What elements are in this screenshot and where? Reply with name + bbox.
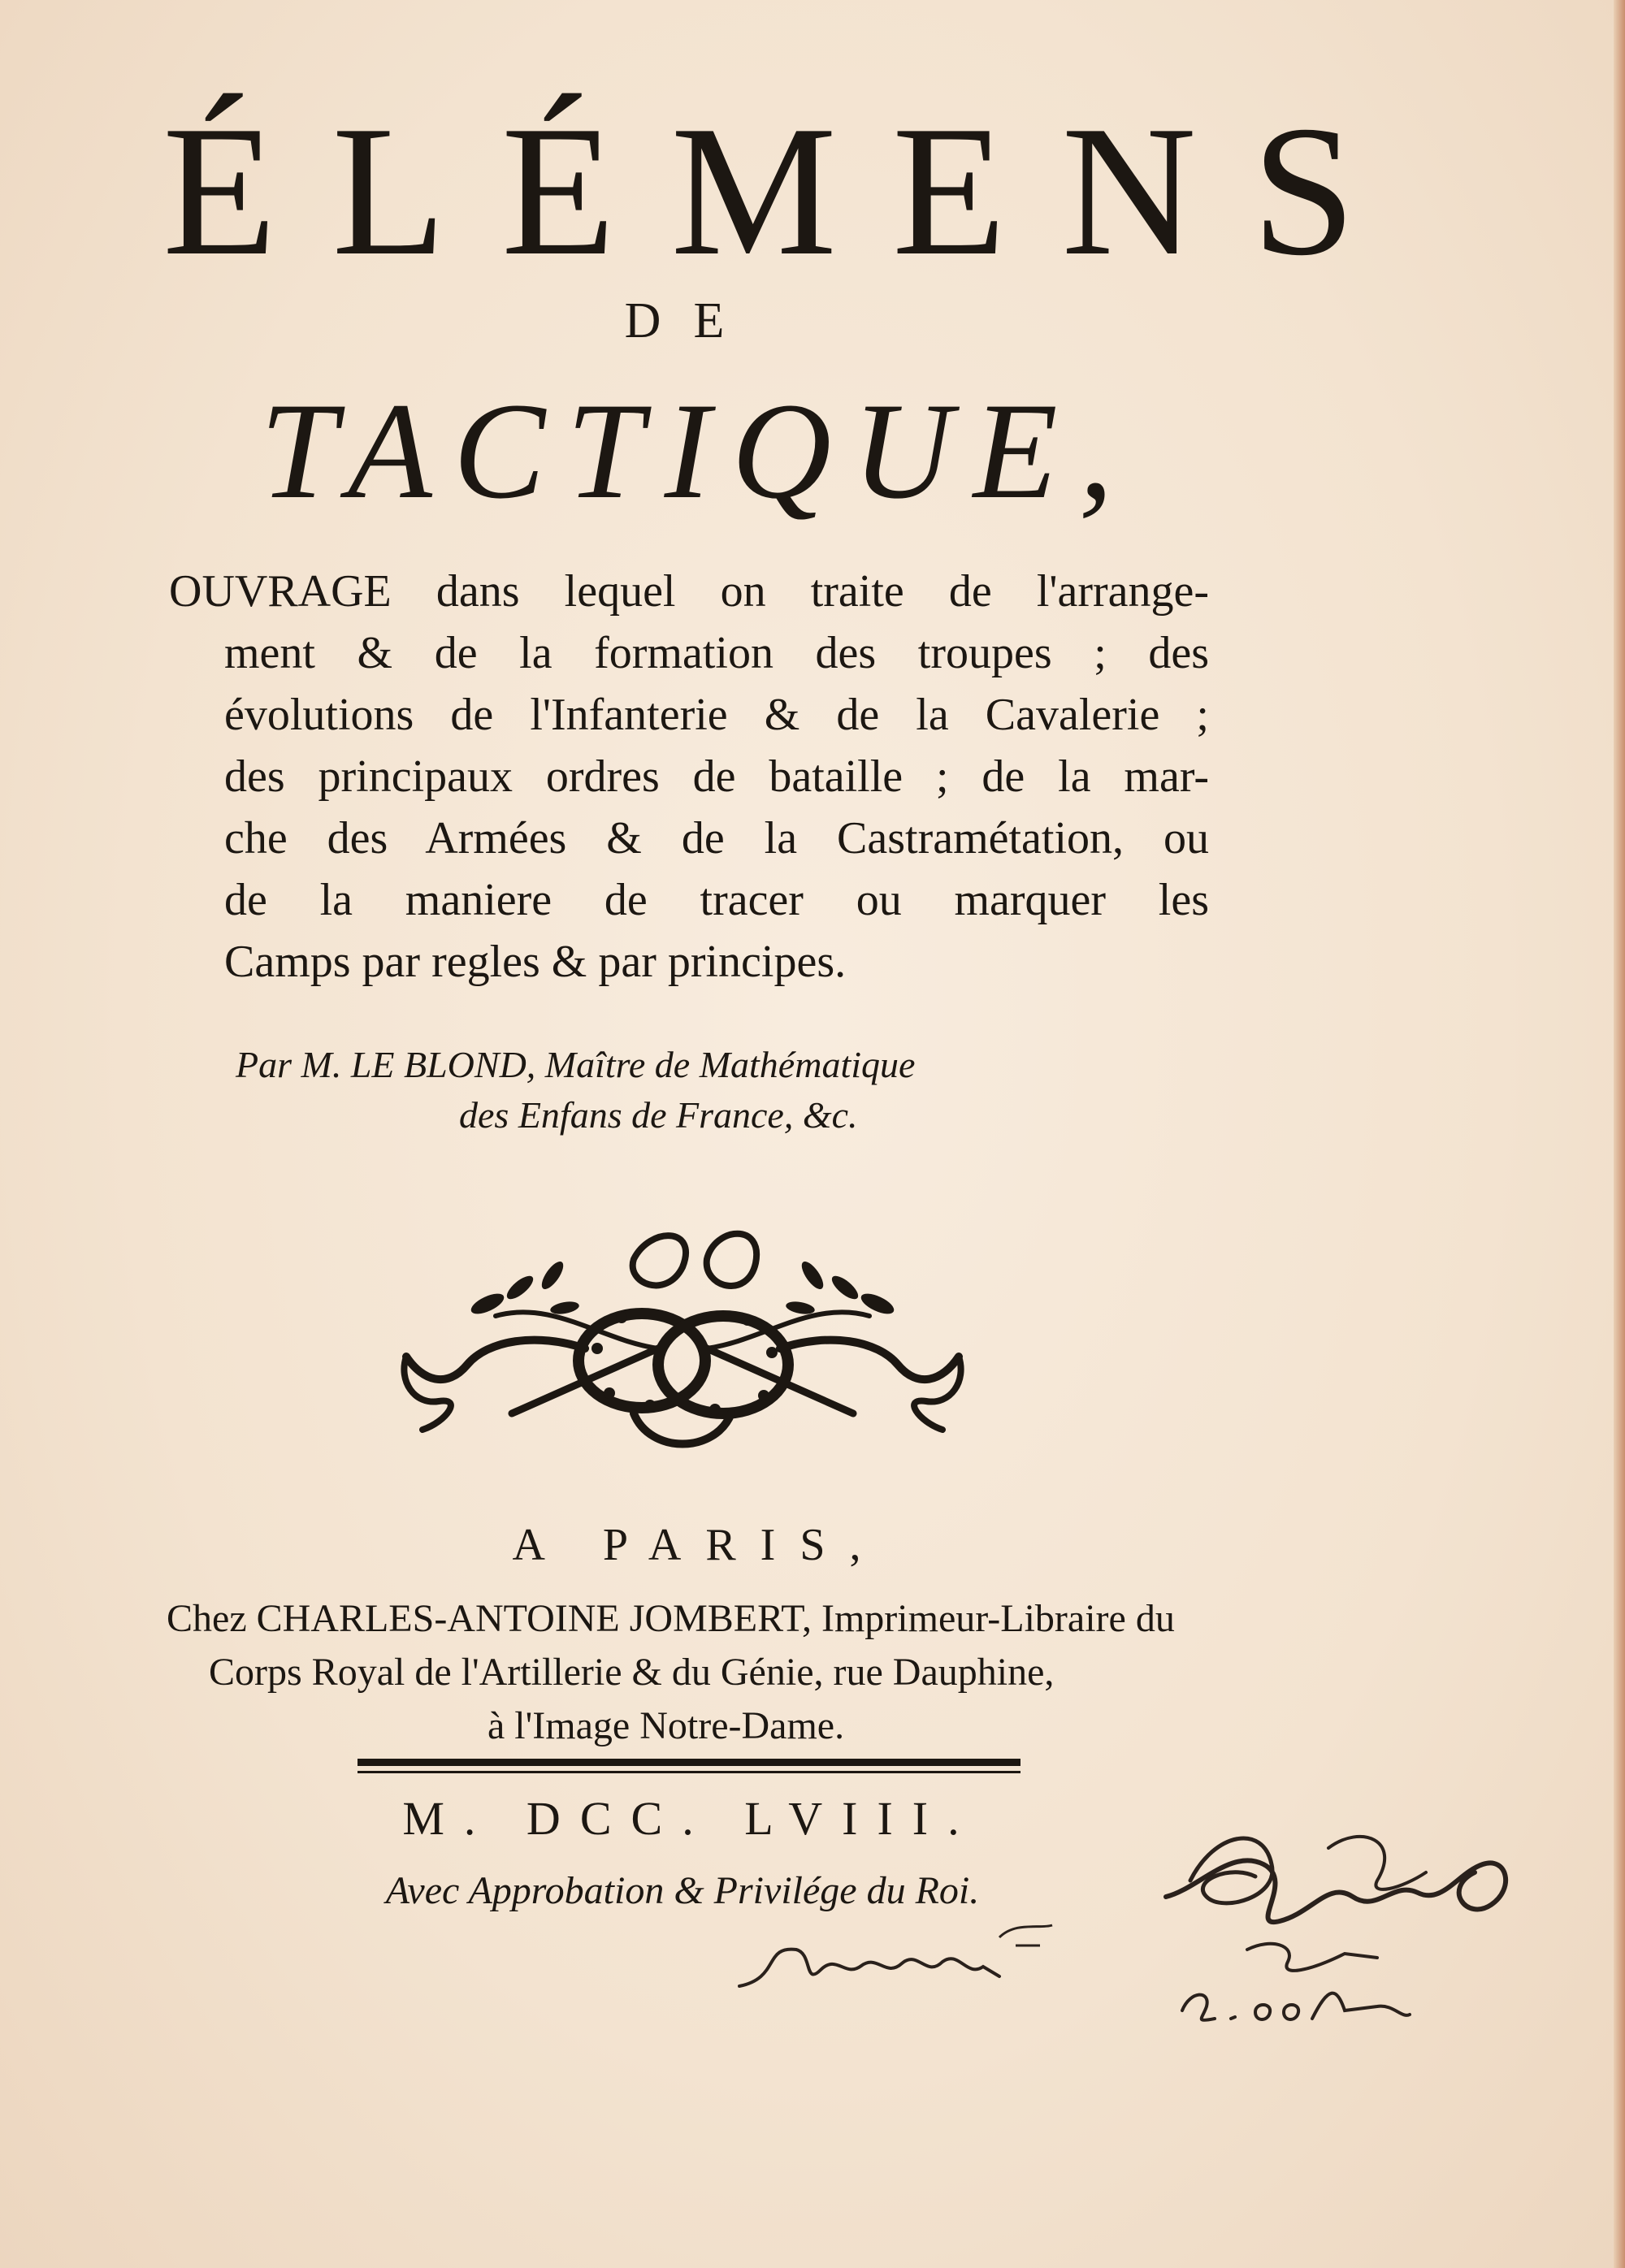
ribbon-wreath-ornament-icon	[390, 1210, 975, 1470]
privilege-statement: Avec Approbation & Privilége du Roi.	[385, 1869, 980, 1912]
description-line: che des Armées & de la Castramétation, ou	[224, 813, 1209, 863]
rule-thick	[358, 1759, 1020, 1766]
publisher-line: à l'Image Notre-Dame.	[488, 1704, 845, 1747]
description-line: des principaux ordres de bataille ; de la mar-	[224, 751, 1209, 802]
title-connector: DE	[624, 293, 757, 348]
handwritten-signature-lower	[731, 1913, 1072, 2002]
main-title: ÉLÉMENS	[162, 87, 1411, 294]
subject-title: TACTIQUE,	[260, 374, 1135, 527]
description-line: évolutions de l'Infanterie & de la Cavalerie ;	[224, 690, 1209, 740]
description-block	[169, 561, 1209, 993]
imprint-date: M. DCC. LVIII.	[402, 1792, 979, 1845]
handwritten-signature-right	[1133, 1816, 1540, 2059]
description-line: OUVRAGE dans lequel on traite de l'arrange-	[169, 566, 1209, 617]
description-line: ment & de la formation des troupes ; des	[224, 628, 1209, 678]
double-rule-divider	[358, 1759, 1020, 1773]
imprint-place: A PARIS,	[512, 1520, 886, 1570]
description-line: Camps par regles & par principes.	[224, 937, 847, 987]
description-line: de la maniere de tracer ou marquer les	[224, 875, 1209, 925]
rule-thin	[358, 1771, 1020, 1773]
author-line-2: des Enfans de France, &c.	[459, 1094, 858, 1136]
publisher-line: Corps Royal de l'Artillerie & du Génie, rue Dauphine,	[209, 1651, 1055, 1694]
publisher-block	[167, 1592, 1223, 1753]
author-line: Par M. LE BLOND, Maître de Mathématique	[236, 1044, 916, 1085]
publisher-line: Chez CHARLES-ANTOINE JOMBERT, Imprimeur-Libraire du	[167, 1597, 1175, 1640]
author-block	[236, 1040, 1162, 1140]
